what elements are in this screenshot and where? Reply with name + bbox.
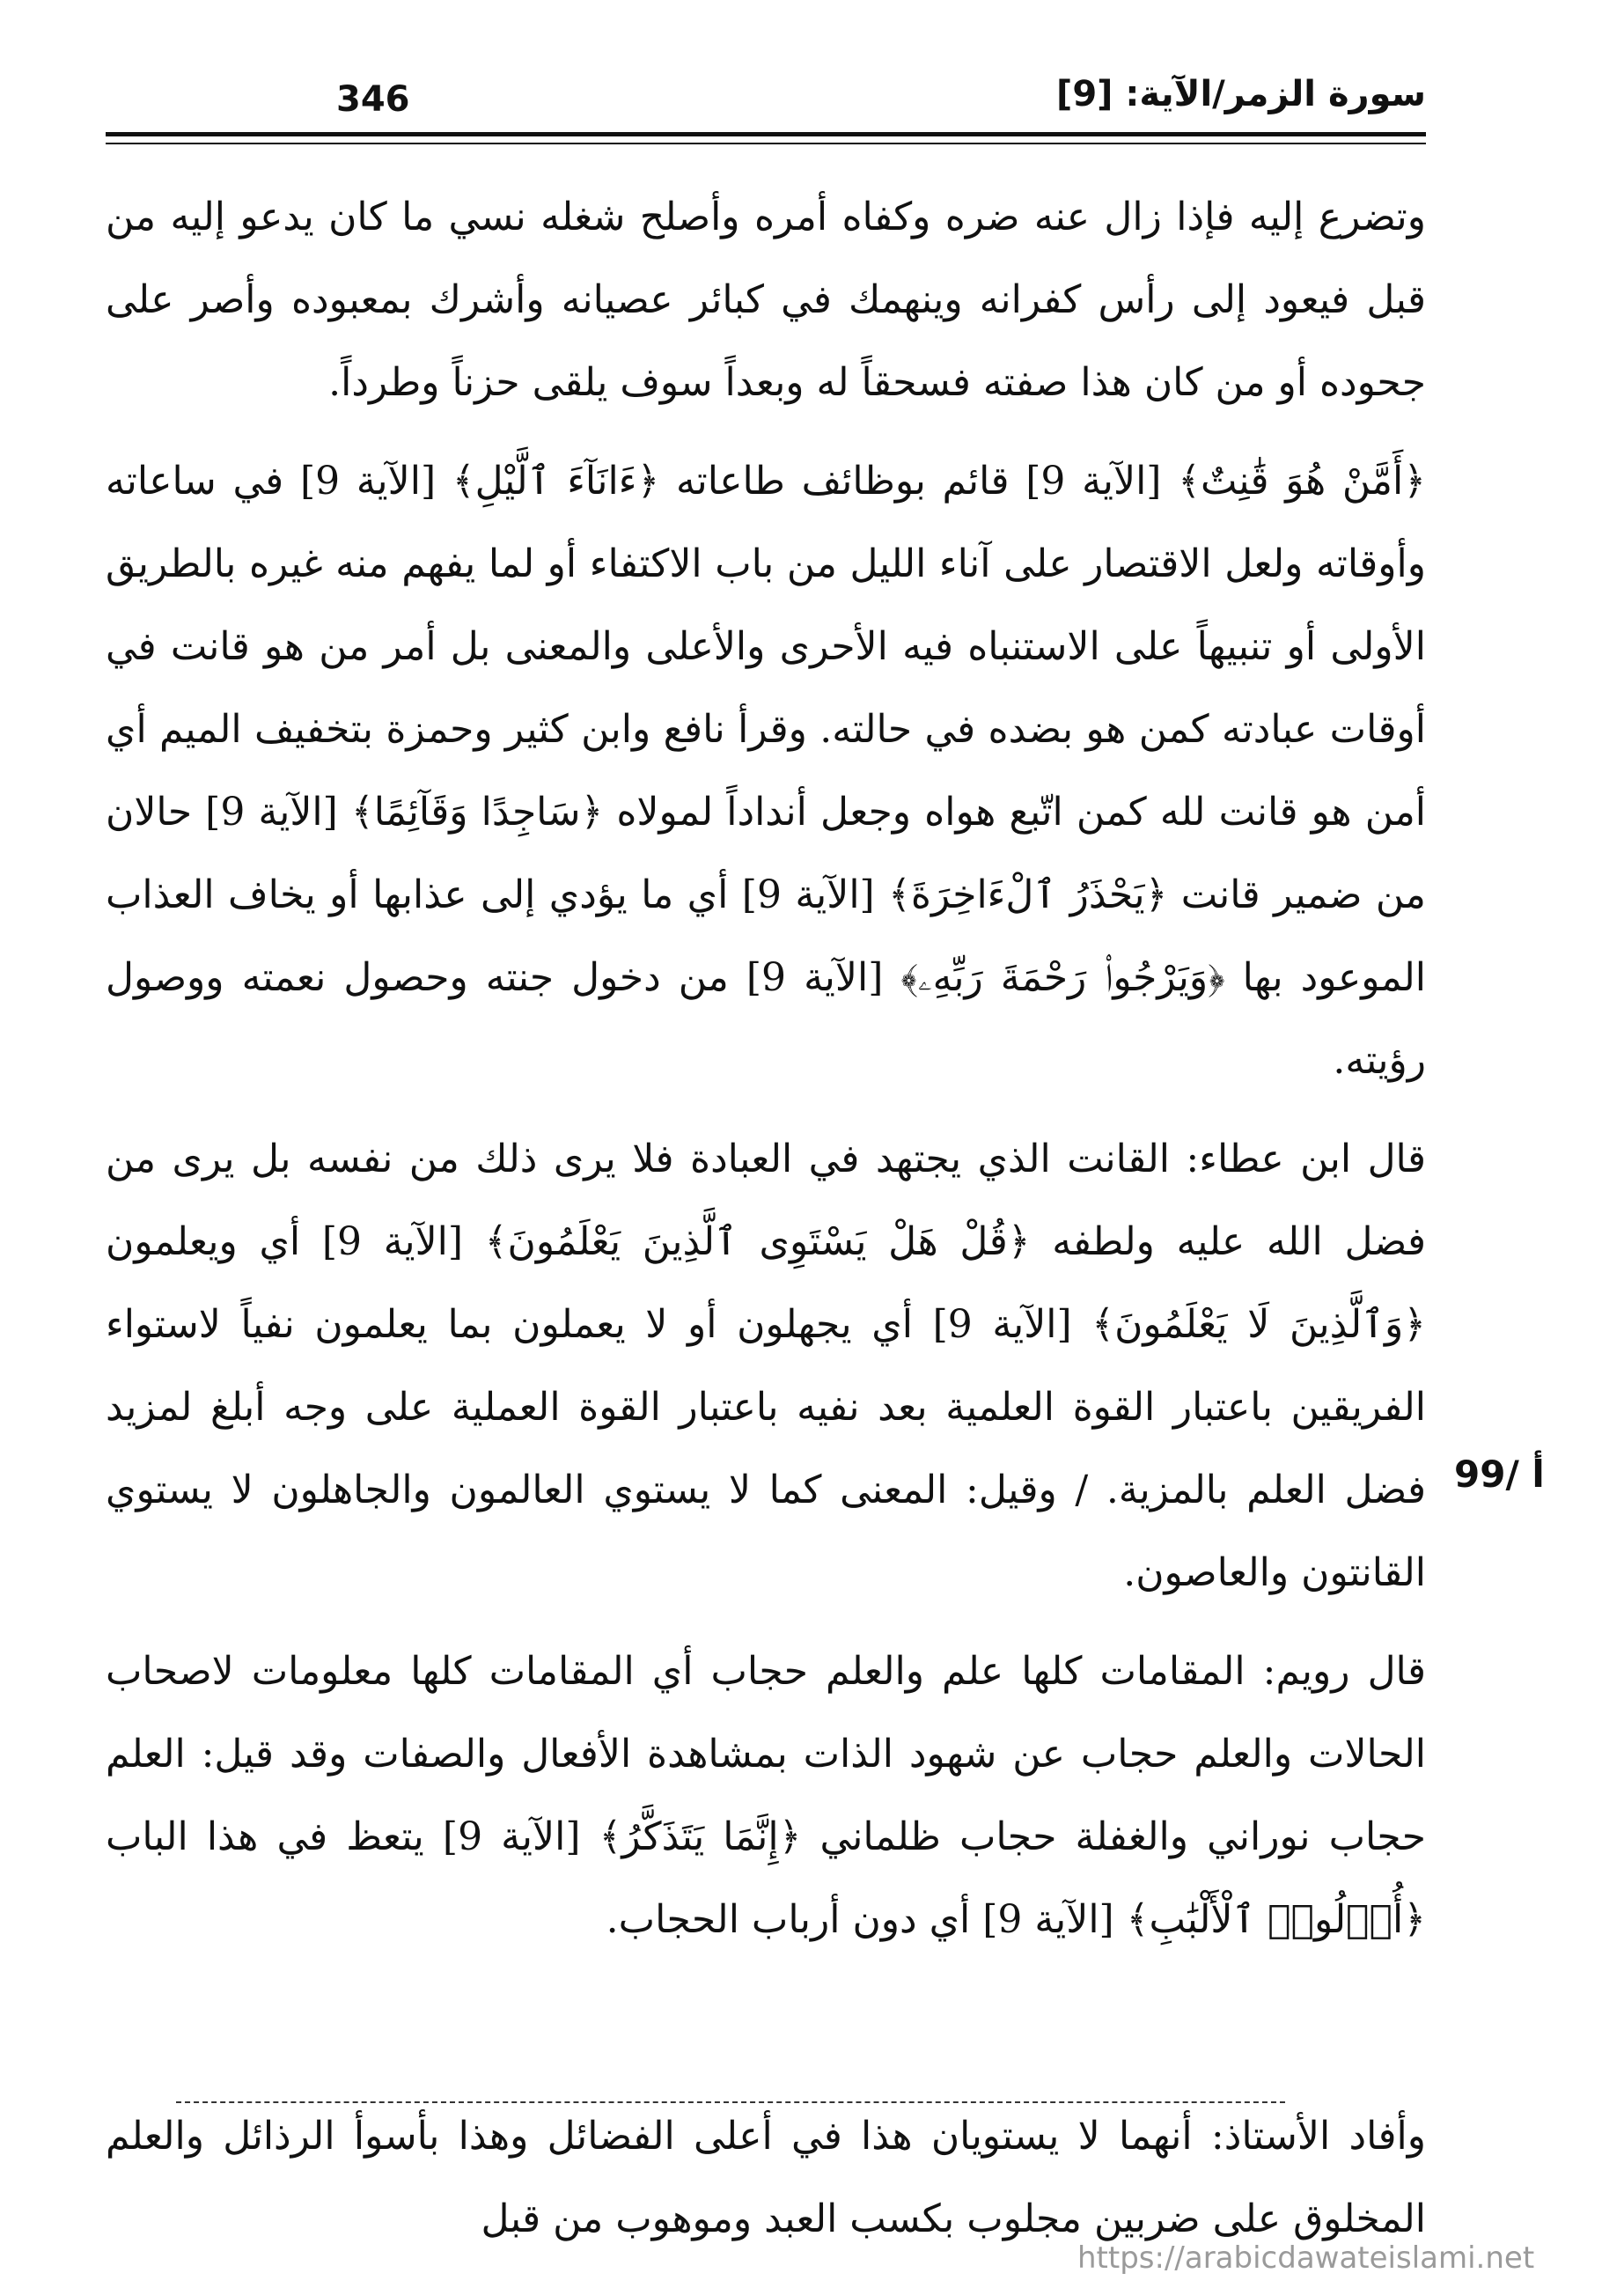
paragraph-2: ﴿أَمَّنْ هُوَ قَٰنِتٌ﴾ [الآية 9] قائم بوظائف طاعاته ﴿ءَانَآءَ ٱلَّيْلِ﴾ [الآية 9] في ساعاته وأوقاته ولعل الاقتصار على آناء الليل من باب الاكتفاء أو لما يفهم منه غيره بالطريق الأولى أو تنبيهاً على الاستنباه فيه الأحرى والأعلى والمعنى بل أمر من هو قانت في أوقات عبادته كمن هو بضده في حالته. وقرأ نافع وابن كثير وحمزة بتخفيف الميم أي أمن هو قانت لله كمن اتّبع هواه وجعل أنداداً لمولاه ﴿سَاجِدًا وَقَآئِمًا﴾ [الآية 9] حالان من ضمير قانت ﴿يَحْذَرُ ٱلْءَاخِرَةَ﴾ [الآية 9] أي ما يؤدي إلى عذابها أو يخاف العذاب الموعود بها ﴿وَيَرْجُوا۟ رَحْمَةَ رَبِّهِۦ﴾ [الآية 9] من دخول جنته وحصول نعمته ووصول رؤيته. [106,459,1426,1083]
last-paragraph-block [106,2095,1426,2261]
source-watermark: https://arabicdawateislami.net [1077,2240,1535,2276]
page-number: 346 [336,79,410,120]
paragraph-3: قال ابن عطاء: القانت الذي يجتهد في العبادة فلا يرى ذلك من نفسه بل يرى من فضل الله عليه ولطفه ﴿قُلْ هَلْ يَسْتَوِى ٱلَّذِينَ يَعْلَمُونَ﴾ [الآية 9] أي ويعلمون ﴿وَٱلَّذِينَ لَا يَعْلَمُونَ﴾ [الآية 9] أي يجهلون أو لا يعملون بما يعلمون نفياً لاستواء الفريقين باعتبار القوة العلمية بعد نفيه باعتبار القوة العملية على وجه أبلغ لمزيد فضل العلم بالمزية. / وقيل: المعنى كما لا يستوي العالمون والجاهلون لا يستوي القانتون والعاصون. [106,1137,1426,1595]
header-rule-thin [106,143,1426,144]
main-text [106,176,1426,1961]
paragraph-5: وأفاد الأستاذ: أنهما لا يستويان هذا في أعلى الفضائل وهذا بأسوأ الرذائل والعلم المخلوق على ضربين مجلوب بكسب العبد وموهوب من قبل [106,2114,1426,2241]
header-rule-thick [106,132,1426,136]
paragraph-1: وتضرع إليه فإذا زال عنه ضره وكفاه أمره وأصلح شغله نسي ما كان يدعو إليه من قبل فيعود إلى رأس كفرانه وينهمك في كبائر عصيانه وأشرك بمعبوده وأصر على جحوده أو من كان هذا صفته فسحقاً له وبعداً سوف يلقى حزناً وطرداً. [106,195,1426,405]
running-title: سورة الزمر/الآية: [9] [1056,74,1426,114]
page-header [106,63,1426,134]
paragraph-4: قال رويم: المقامات كلها علم والعلم حجاب أي المقامات كلها معلومات لاصحاب الحالات والعلم حجاب عن شهود الذات بمشاهدة الأفعال والصفات وقد قيل: العلم حجاب نوراني والغفلة حجاب ظلماني ﴿إِنَّمَا يَتَذَكَّرُ﴾ [الآية 9] يتعظ في هذا الباب ﴿أُو۟لُوا۟ ٱلْأَلْبَٰبِ﴾ [الآية 9] أي دون أرباب الحجاب. [106,1649,1427,1942]
manuscript-folio-note: 99/ أ [1454,1453,1545,1496]
